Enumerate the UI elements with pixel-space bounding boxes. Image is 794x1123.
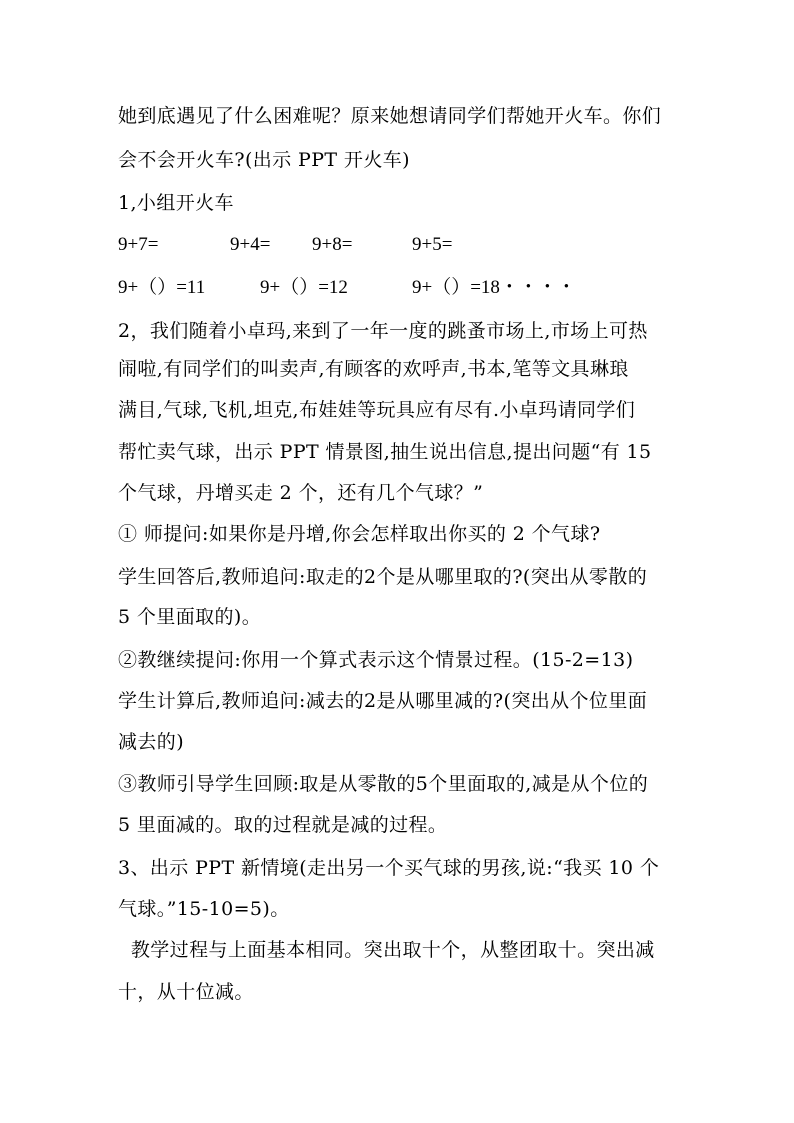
equation: 9+5= bbox=[412, 234, 453, 255]
equation-row-2 bbox=[118, 276, 678, 300]
paragraph-line: 学生回答后,教师追问:取走的2个是从哪里取的?(突出从零散的 bbox=[118, 566, 648, 588]
paragraph-line: 闹啦,有同学们的叫卖声,有顾客的欢呼声,书本,笔等文具琳琅 bbox=[118, 358, 629, 380]
equation: 9+8= bbox=[312, 234, 353, 255]
equation: 9+4= bbox=[230, 234, 271, 255]
paragraph-line: 十，从十位减。 bbox=[118, 981, 254, 1003]
paragraph-line: 3、出示 PPT 新情境(走出另一个买气球的男孩,说:“我买 10 个 bbox=[118, 857, 660, 879]
paragraph-line: 帮忙卖气球，出示 PPT 情景图,抽生说出信息,提出问题“有 15 bbox=[118, 441, 652, 463]
paragraph-line: 学生计算后,教师追问:减去的2是从哪里减的?(突出从个位里面 bbox=[118, 690, 648, 712]
equation: 9+（）=11 bbox=[118, 277, 206, 298]
paragraph-line: 她到底遇见了什么困难呢？原来她想请同学们帮她开火车。你们 bbox=[118, 105, 662, 127]
equation: 9+（）=18・・・・ bbox=[412, 277, 576, 298]
paragraph-line: 教学过程与上面基本相同。突出取十个，从整团取十。突出减 bbox=[118, 939, 655, 961]
paragraph-line: 5 个里面取的)。 bbox=[118, 606, 262, 628]
paragraph-line: 会不会开火车?(出示 PPT 开火车) bbox=[118, 149, 410, 171]
paragraph-line: 5 里面减的。取的过程就是减的过程。 bbox=[118, 814, 448, 836]
paragraph-line: ②教继续提问:你用一个算式表示这个情景过程。(15-2=13) bbox=[118, 649, 634, 671]
equation: 9+7= bbox=[118, 234, 159, 255]
equation: 9+（）=12 bbox=[260, 277, 348, 298]
paragraph-line: ① 师提问:如果你是丹增,你会怎样取出你买的 2 个气球? bbox=[118, 523, 601, 545]
paragraph-line: 气球。”15-10=5)。 bbox=[118, 898, 290, 920]
paragraph-line: 减去的) bbox=[118, 731, 185, 753]
section-heading: 1,小组开火车 bbox=[118, 192, 234, 214]
equation-row-1 bbox=[118, 233, 678, 257]
paragraph-line: 个气球，丹增买走 2 个，还有几个气球？” bbox=[118, 482, 484, 504]
paragraph-line: ③教师引导学生回顾:取是从零散的5个里面取的,减是从个位的 bbox=[118, 773, 649, 795]
paragraph-line: 满目,气球,飞机,坦克,布娃娃等玩具应有尽有.小卓玛请同学们 bbox=[118, 399, 636, 421]
paragraph-line: 2，我们随着小卓玛,来到了一年一度的跳蚤市场上,市场上可热 bbox=[118, 320, 648, 342]
